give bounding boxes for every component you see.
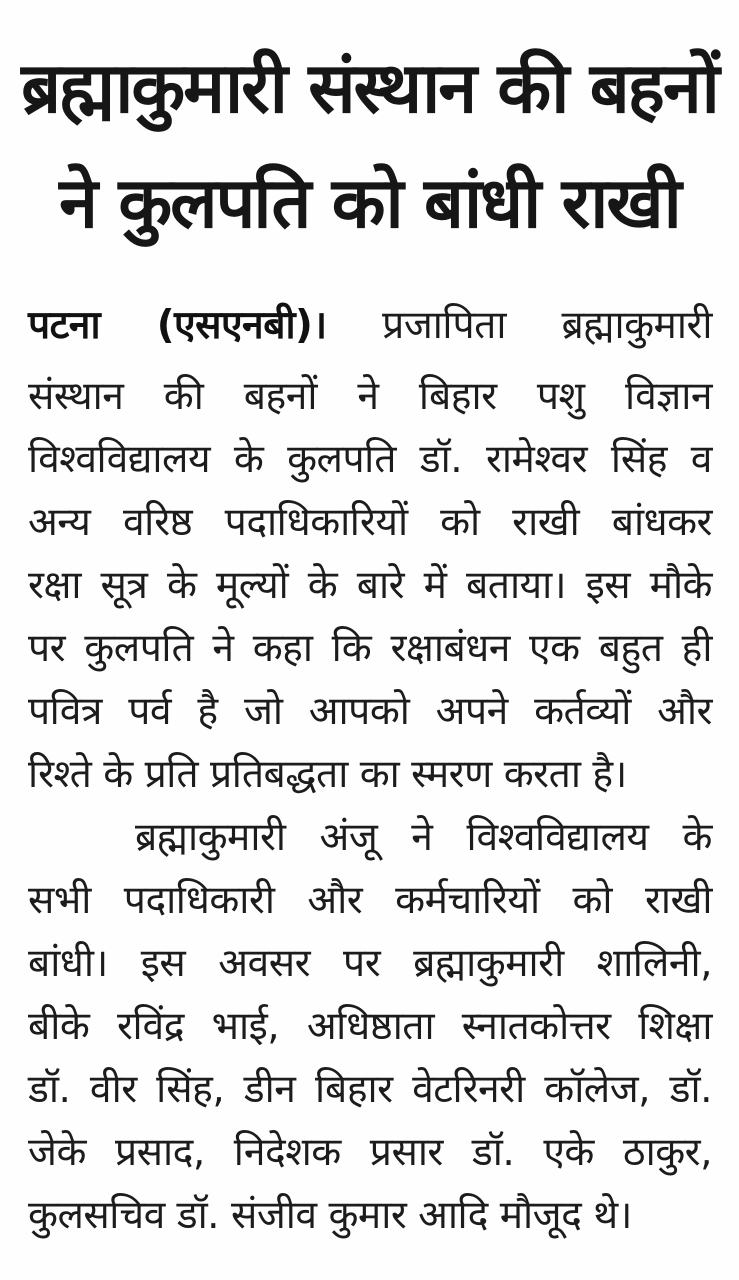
body-line-3: विश्वविद्यालय के कुलपति डॉ. रामेश्वर सिंह व: [28, 437, 712, 482]
body-line-9: ब्रह्माकुमारी अंजू ने विश्वविद्यालय के: [135, 815, 712, 860]
body-line-15: कुलसचिव डॉ. संजीव कुमार आदि मौजूद थे।: [28, 1193, 632, 1238]
body-line-11: बांधी। इस अवसर पर ब्रह्माकुमारी शालिनी,: [28, 941, 712, 986]
headline-line-2: ने कुलपति को बांधी राखी: [59, 162, 680, 244]
body-line-12: बीके रविंद्र भाई, अधिष्ठाता स्नातकोत्तर शिक्षा: [28, 1004, 712, 1049]
body-line-8: रिश्ते के प्रति प्रतिबद्धता का स्मरण करता है।: [28, 752, 627, 797]
headline-line-1: ब्रह्माकुमारी संस्थान की बहनों: [21, 47, 718, 129]
body-line-14: जेके प्रसाद, निदेशक प्रसार डॉ. एके ठाकुर,: [28, 1130, 712, 1175]
body-line-6: पर कुलपति ने कहा कि रक्षाबंधन एक बहुत ही: [28, 626, 712, 671]
body-line-1: [28, 296, 712, 356]
body-line-5: रक्षा सूत्र के मूल्यों के बारे में बताया। इस मौके: [28, 563, 712, 608]
body-line-10: सभी पदाधिकारी और कर्मचारियों को राखी: [28, 878, 712, 923]
body-line-13: डॉ. वीर सिंह, डीन बिहार वेटरिनरी कॉलेज, डॉ.: [28, 1067, 712, 1112]
dateline: पटना (एसएनबी)।: [28, 303, 327, 348]
body-line-4: अन्य वरिष्ठ पदाधिकारियों को राखी बांधकर: [28, 500, 712, 545]
body-line-7: पवित्र पर्व है जो आपको अपने कर्तव्यों और: [28, 689, 712, 734]
body-line-2: संस्थान की बहनों ने बिहार पशु विज्ञान: [28, 374, 712, 419]
body-line-1-text: प्रजापिता ब्रह्माकुमारी: [326, 303, 712, 348]
